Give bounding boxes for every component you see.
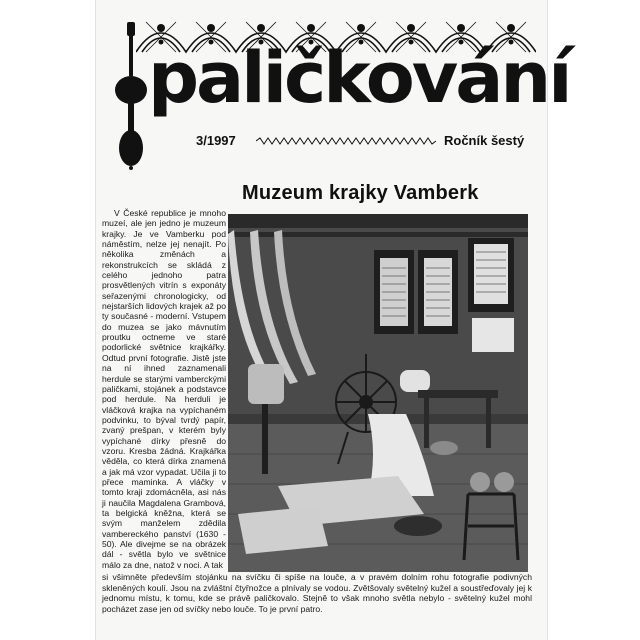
- masthead-title: paličkování: [148, 37, 570, 119]
- museum-room-photo: [228, 214, 528, 572]
- decorative-divider: [256, 137, 436, 145]
- article-headline: Muzeum krajky Vamberk: [242, 182, 479, 204]
- volume-label: Ročník šestý: [444, 133, 525, 148]
- issue-number: 3/1997: [196, 133, 236, 148]
- article-paragraph: V České republice je mnoho muzeí, ale jen jedno je muzeum krajky. Je ve Vamberku pod náměstím, nelze jej nenajít. Po několika změnách a rekonstrukcích se skládá z celého jednoho patra prosvětlených vitrín s exponáty seřazenými chronologicky, od nejstarších lidových krajek až po ty současné - moderní. Vstupem do muzea se jako mávnutím proutku octneme ve staré podorlické světnice krajkářky. Odtud první fotografie. Jistě jste na ní ihned zaznamenali herdule se starými vamberckými paličkami, stojánek a podstavce pod herdule. Na herduli je vláčková krajka na vypíchaném podvinku, to býval tvrdý papír, zvaný prešpan, v kterém byly vypíchané dírky přesně do vzoru. Kresba žádná. Krajkářka věděla, co která dírka znamená a jak má vzor vypadat. Učila ji to přece maminka. A vláčky v tomto kraji zdomácněla, asi nás ji naučila Magdalena Grambová, ta belgická kněžna, která se svým manželem zdědila vambereckého panství (1630 - 50). Ale divejme se na obrázek dál - světla bylo ve světnice málo za dne, natož v noci. A tak: [102, 208, 226, 570]
- masthead: [96, 0, 570, 175]
- article-continuation: si všimněte především stojánku na svíčku či spíše na louče, a v pravém dolním rohu fotografie podivných skleněných koulí. Jsou na zvláštní čtyřnožce a plnívaly se vodou. Zvětšovaly světelný kužel a soustřeďovaly jej k jednomu místu, k tomu, kde se právě paličkovalo. Stejně to však mnoho světla nebylo - světelný kužel mohl pocházet zase jen od svíčky nebo louče. To je první patro.: [102, 572, 532, 614]
- newsletter-page: [96, 0, 570, 640]
- lace-bobbin-icon: [112, 20, 150, 170]
- article-column: [102, 208, 226, 570]
